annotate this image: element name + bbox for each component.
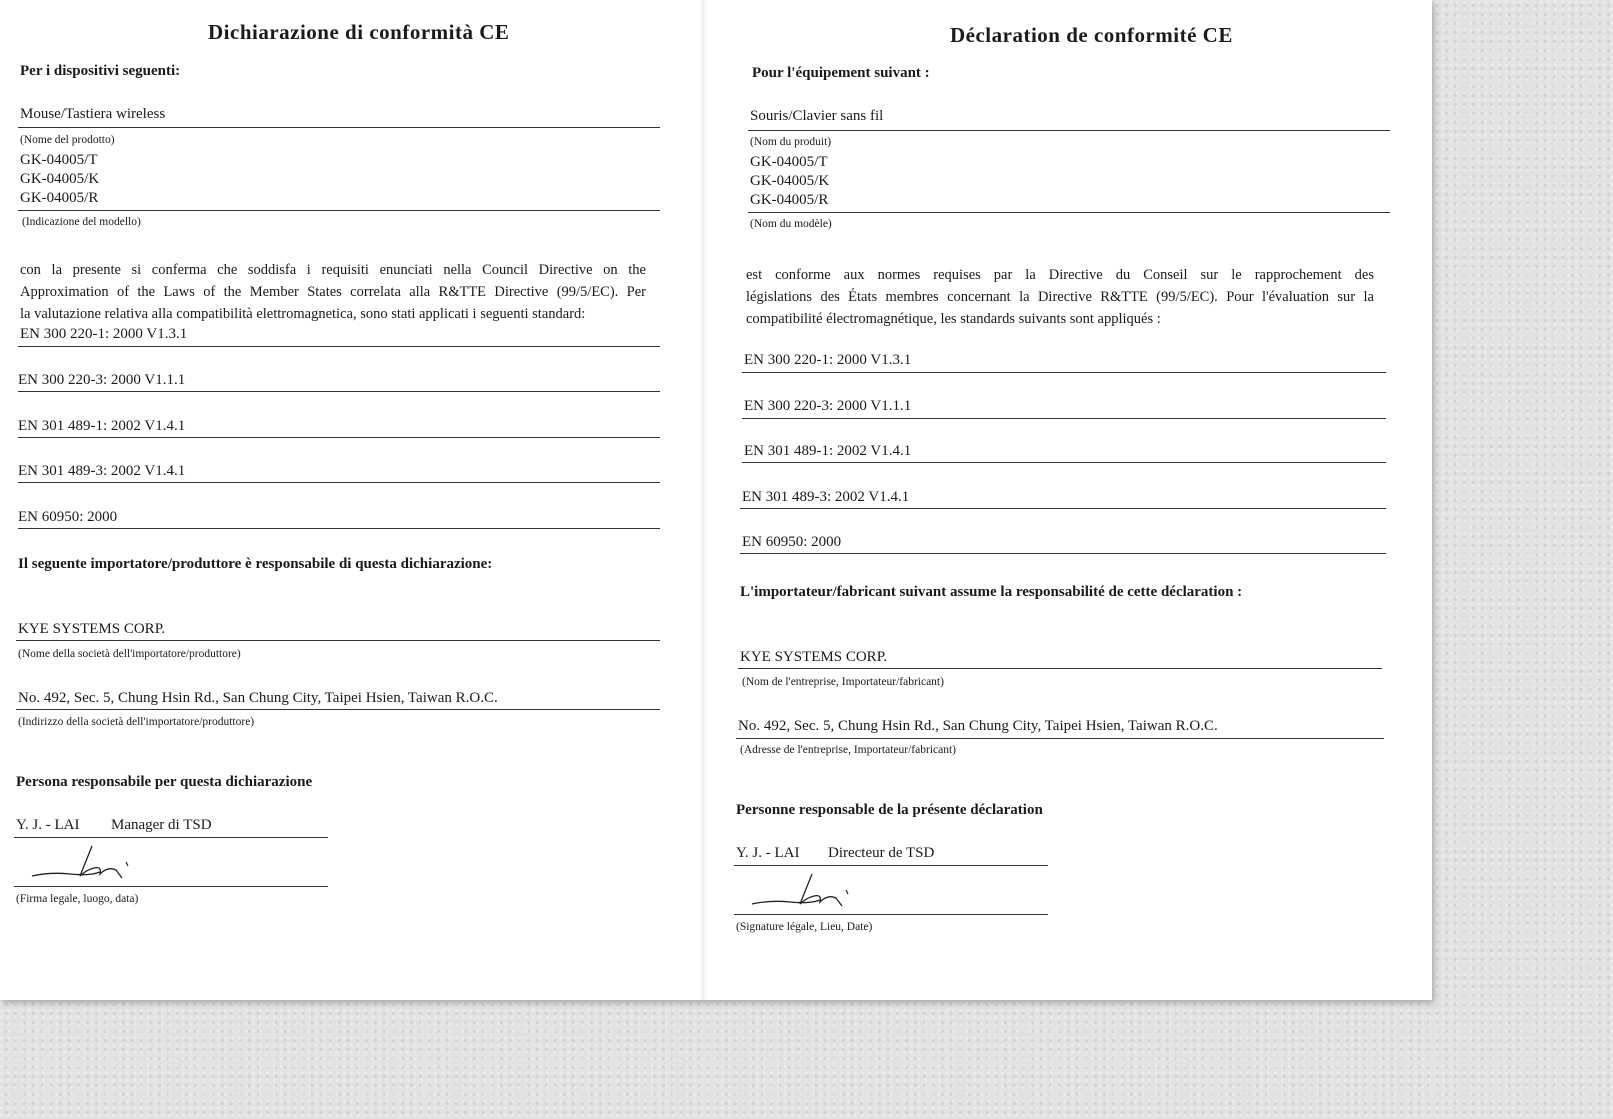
standard-rule: [18, 391, 660, 392]
devices-heading: Per i dispositivi seguenti:: [20, 63, 181, 79]
standard-rule: [18, 482, 660, 483]
company-caption: (Nom de l'entreprise, Importateur/fabricant): [742, 676, 944, 688]
model-caption: (Nom du modèle): [750, 218, 832, 230]
model-item: GK-04005/T: [20, 152, 98, 168]
model-rule: [18, 210, 660, 211]
person-heading: Persona responsabile per questa dichiarazione: [16, 774, 313, 790]
address-caption: (Adresse de l'entreprise, Importateur/fabricant): [740, 744, 957, 756]
model-item: GK-04005/K: [750, 173, 830, 189]
standard-rule: [742, 462, 1386, 463]
company-rule: [16, 640, 660, 641]
person-rule: [734, 865, 1048, 866]
italian-declaration: [0, 0, 700, 1000]
standard-rule: [742, 418, 1386, 419]
product-rule: [748, 130, 1390, 131]
person-role: Manager di TSD: [111, 817, 212, 833]
standard-item: EN 301 489-1: 2002 V1.4.1: [744, 443, 912, 459]
signature-mark: [750, 870, 860, 914]
importer-heading: Il seguente importatore/produttore è responsabile di questa dichiarazione:: [18, 556, 493, 572]
standard-item: EN 301 489-3: 2002 V1.4.1: [18, 463, 186, 479]
product-caption: (Nom du produit): [750, 136, 832, 148]
french-declaration: [708, 0, 1432, 1000]
directive-line: con la presente si conferma che soddisfa i requisiti enunciati nella Council Directive on the: [20, 262, 646, 278]
person-name: Y. J. - LAI: [736, 845, 800, 861]
model-caption: (Indicazione del modello): [22, 216, 141, 228]
person-name: Y. J. - LAI: [16, 817, 80, 833]
importer-heading: L'importateur/fabricant suivant assume la responsabilité de cette déclaration :: [740, 584, 1243, 600]
model-rule: [748, 212, 1390, 213]
model-item: GK-04005/R: [750, 192, 829, 208]
standard-rule: [18, 528, 660, 529]
standard-rule: [740, 553, 1386, 554]
page-title: Déclaration de conformité CE: [950, 23, 1233, 47]
signature-rule: [14, 886, 328, 887]
standard-rule: [18, 437, 660, 438]
directive-line: Approximation of the Laws of the Member States correlata alla R&TTE Directive (99/5/EC). Per: [20, 284, 646, 300]
company-caption: (Nome della società dell'importatore/produttore): [18, 648, 241, 660]
person-rule: [14, 837, 328, 838]
company-address: No. 492, Sec. 5, Chung Hsin Rd., San Chung City, Taipei Hsien, Taiwan R.O.C.: [18, 690, 498, 706]
page-fold: [700, 0, 708, 1000]
directive-line: la valutazione relativa alla compatibilità elettromagnetica, sono stati applicati i seguenti standard:: [20, 306, 586, 322]
person-heading: Personne responsable de la présente déclaration: [736, 802, 1043, 818]
product-name: Souris/Clavier sans fil: [750, 108, 884, 124]
standard-item: EN 300 220-3: 2000 V1.1.1: [744, 398, 912, 414]
model-item: GK-04005/T: [750, 154, 828, 170]
company-name: KYE SYSTEMS CORP.: [740, 649, 888, 665]
company-name: KYE SYSTEMS CORP.: [18, 621, 166, 637]
standard-rule: [742, 372, 1386, 373]
signature-caption: (Signature légale, Lieu, Date): [736, 921, 873, 933]
directive-line: législations des États membres concernant la Directive R&TTE (99/5/EC). Pour l'évaluation sur la: [746, 289, 1374, 305]
address-caption: (Indirizzo della società dell'importatore/produttore): [18, 716, 255, 728]
product-name: Mouse/Tastiera wireless: [20, 106, 166, 122]
person-role: Directeur de TSD: [828, 845, 935, 861]
product-rule: [18, 127, 660, 128]
signature-mark: [30, 842, 140, 886]
standard-item: EN 300 220-1: 2000 V1.3.1: [744, 352, 912, 368]
standard-item: EN 301 489-1: 2002 V1.4.1: [18, 418, 186, 434]
standard-item: EN 300 220-3: 2000 V1.1.1: [18, 372, 186, 388]
address-rule: [736, 738, 1384, 739]
company-rule: [738, 668, 1382, 669]
standard-item: EN 60950: 2000: [742, 534, 842, 550]
signature-rule: [734, 914, 1048, 915]
address-rule: [16, 709, 660, 710]
devices-heading: Pour l'équipement suivant :: [752, 65, 930, 81]
model-item: GK-04005/K: [20, 171, 100, 187]
product-caption: (Nome del prodotto): [20, 134, 115, 146]
standard-item: EN 301 489-3: 2002 V1.4.1: [742, 489, 910, 505]
standard-rule: [740, 508, 1386, 509]
signature-caption: (Firma legale, luogo, data): [16, 893, 139, 905]
standard-item: EN 60950: 2000: [18, 509, 118, 525]
company-address: No. 492, Sec. 5, Chung Hsin Rd., San Chung City, Taipei Hsien, Taiwan R.O.C.: [738, 718, 1218, 734]
directive-line: est conforme aux normes requises par la Directive du Conseil sur le rapprochement des: [746, 267, 1374, 283]
model-item: GK-04005/R: [20, 190, 99, 206]
page-title: Dichiarazione di conformità CE: [208, 20, 510, 44]
standard-rule: [18, 346, 660, 347]
directive-line: compatibilité électromagnétique, les standards suivants sont appliqués :: [746, 311, 1161, 327]
standard-item: EN 300 220-1: 2000 V1.3.1: [20, 326, 188, 342]
